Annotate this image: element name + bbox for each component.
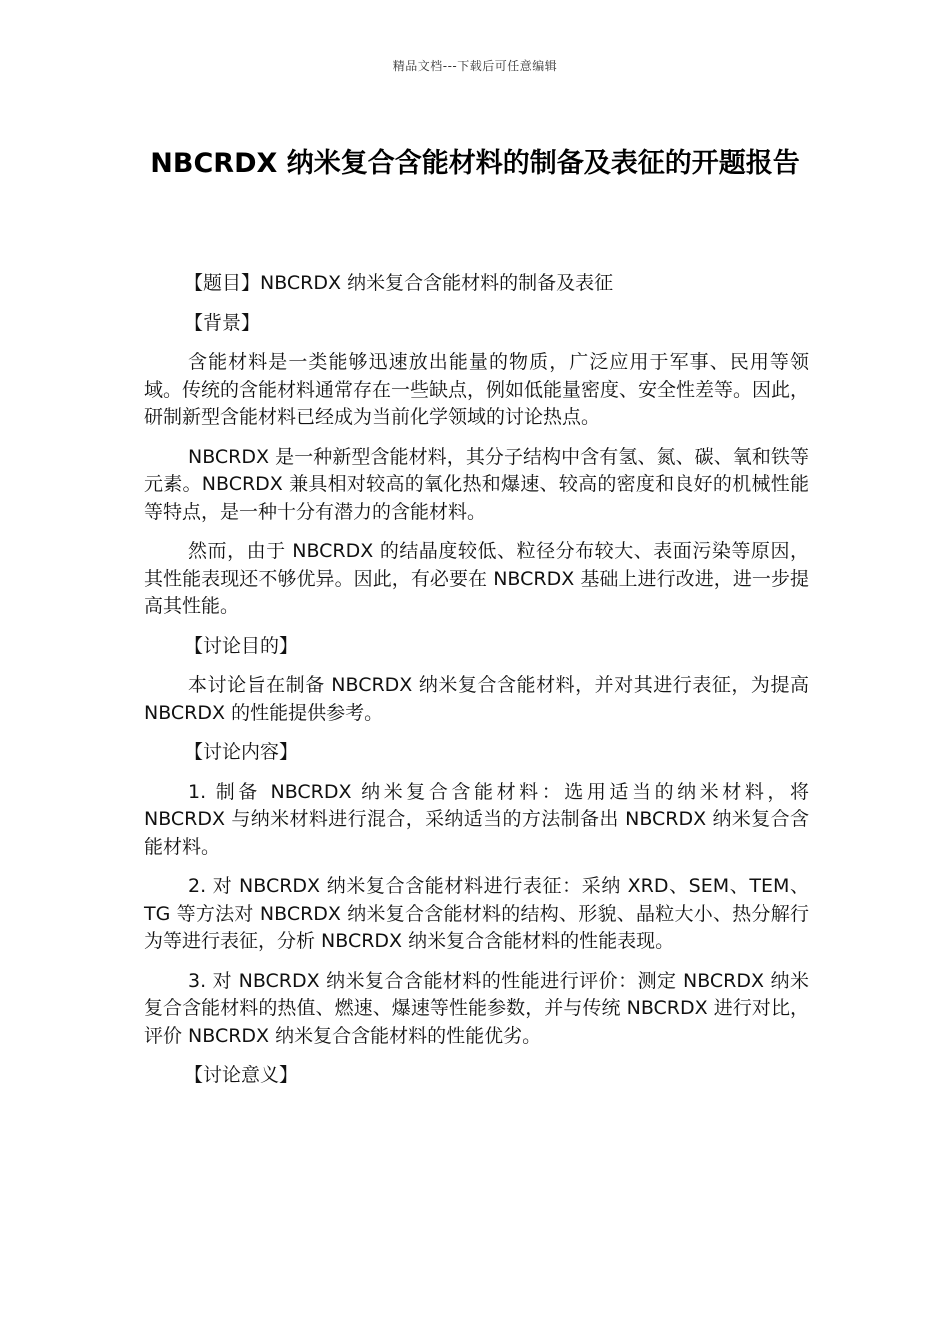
content-item-3: 3. 对 NBCRDX 纳米复合含能材料的性能进行评价：测定 NBCRDX 纳米复合含能材料的热值、燃速、爆速等性能参数，并与传统 NBCRDX 进行对比，评价 NBCRDX 纳米复合含能材料的性能优劣。	[144, 969, 809, 1047]
significance-heading: 【讨论意义】	[184, 1064, 299, 1086]
background-paragraph-1: 含能材料是一类能够迅速放出能量的物质，广泛应用于军事、民用等领域。传统的含能材料通常存在一些缺点，例如低能量密度、安全性差等。因此，研制新型含能材料已经成为当前化学领域的讨论热点。	[144, 351, 810, 428]
document-body	[144, 270, 809, 1102]
document-title: NBCRDX 纳米复合含能材料的制备及表征的开题报告	[150, 148, 800, 179]
background-paragraph-3: 然而，由于 NBCRDX 的结晶度较低、粒径分布较大、表面污染等原因，其性能表现还不够优异。因此，有必要在 NBCRDX 基础上进行改进，进一步提高其性能。	[144, 540, 809, 617]
topic-heading: 【题目】NBCRDX 纳米复合含能材料的制备及表征	[184, 272, 614, 294]
background-heading: 【背景】	[184, 311, 261, 334]
content-heading: 【讨论内容】	[184, 741, 299, 763]
background-paragraph-2: NBCRDX 是一种新型含能材料，其分子结构中含有氢、氮、碳、氧和铁等元素。NBCRDX 兼具相对较高的氧化热和爆速、较高的密度和良好的机械性能等特点，是一种十分有潜力的含能材料。	[144, 445, 809, 523]
header-note: 精品文档---下载后可任意编辑	[392, 59, 558, 73]
content-item-2: 2. 对 NBCRDX 纳米复合含能材料进行表征：采纳 XRD、SEM、TEM、TG 等方法对 NBCRDX 纳米复合含能材料的结构、形貌、晶粒大小、热分解行为等进行表征，分析 NBCRDX 纳米复合含能材料的性能表现。	[144, 875, 809, 952]
purpose-paragraph: 本讨论旨在制备 NBCRDX 纳米复合含能材料，并对其进行表征，为提高 NBCRDX 的性能提供参考。	[144, 674, 809, 724]
purpose-heading: 【讨论目的】	[184, 634, 299, 657]
content-item-1: 1. 制备 NBCRDX 纳米复合含能材料：选用适当的纳米材料，将 NBCRDX 与纳米材料进行混合，采纳适当的方法制备出 NBCRDX 纳米复合含能材料。	[144, 780, 809, 858]
